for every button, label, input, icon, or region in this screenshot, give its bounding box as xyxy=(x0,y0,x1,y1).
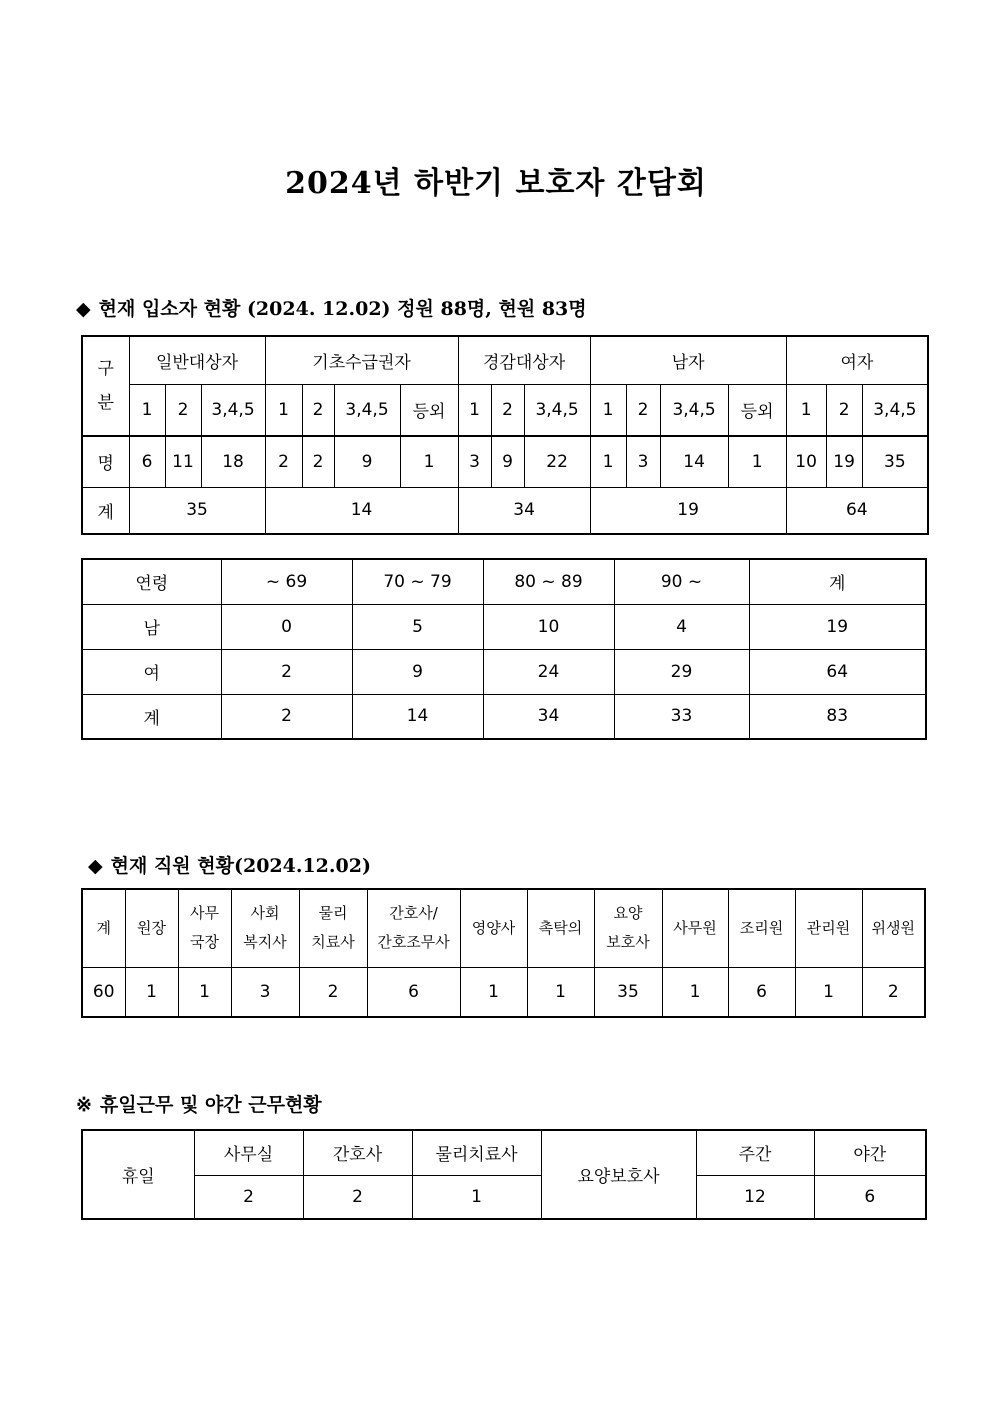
total-cell: 19 xyxy=(590,487,786,534)
total-cell: 35 xyxy=(129,487,265,534)
age-cell: 29 xyxy=(614,649,749,694)
age-header-cell: 계 xyxy=(749,559,926,604)
age-cell: 2 xyxy=(221,649,352,694)
count-cell: 9 xyxy=(491,436,524,487)
age-row-label: 계 xyxy=(82,694,221,739)
total-cell: 64 xyxy=(786,487,928,534)
caregiver-label: 요양보호사 xyxy=(541,1130,696,1219)
count-cell: 3 xyxy=(626,436,660,487)
count-cell: 10 xyxy=(786,436,826,487)
staff-header-cell: 촉탁의 xyxy=(527,889,594,967)
staff-value-cell: 1 xyxy=(178,967,231,1017)
group-header: 일반대상자 xyxy=(129,336,265,384)
age-cell: 0 xyxy=(221,604,352,649)
section-heading-staff xyxy=(88,851,371,878)
holiday-night-table xyxy=(81,1129,927,1220)
grade-cell: 3,4,5 xyxy=(201,384,265,436)
age-row-label: 남 xyxy=(82,604,221,649)
diamond-bullet-icon: ◆ xyxy=(88,855,103,877)
row-header-myeong: 명 xyxy=(82,436,129,487)
holiday-value-cell: 2 xyxy=(303,1175,412,1219)
grade-cell: 2 xyxy=(165,384,201,436)
staff-value-cell: 1 xyxy=(460,967,527,1017)
staff-value-cell: 2 xyxy=(862,967,925,1017)
age-cell: 64 xyxy=(749,649,926,694)
count-cell: 6 xyxy=(129,436,165,487)
staff-header-cell: 관리원 xyxy=(795,889,862,967)
count-cell: 1 xyxy=(400,436,458,487)
count-cell: 11 xyxy=(165,436,201,487)
grade-cell: 1 xyxy=(590,384,626,436)
age-header-cell: 70 ~ 79 xyxy=(352,559,483,604)
count-cell: 1 xyxy=(728,436,786,487)
shift-col-header: 야간 xyxy=(814,1130,926,1175)
age-cell: 4 xyxy=(614,604,749,649)
grade-cell: 3,4,5 xyxy=(862,384,928,436)
age-header-cell: 연령 xyxy=(82,559,221,604)
holiday-col-header: 간호사 xyxy=(303,1130,412,1175)
age-cell: 2 xyxy=(221,694,352,739)
grade-cell: 2 xyxy=(826,384,862,436)
age-header-cell: ~ 69 xyxy=(221,559,352,604)
grade-cell: 1 xyxy=(786,384,826,436)
holiday-value-cell: 2 xyxy=(194,1175,303,1219)
staff-header-cell: 사회 복지사 xyxy=(231,889,299,967)
group-header: 경감대상자 xyxy=(458,336,590,384)
shift-value-cell: 6 xyxy=(814,1175,926,1219)
resident-status-table xyxy=(81,335,929,535)
section-heading-text: 현재 직원 현황(2024.12.02) xyxy=(110,855,371,877)
staff-value-cell: 1 xyxy=(795,967,862,1017)
staff-header-cell: 요양 보호사 xyxy=(594,889,662,967)
staff-header-cell: 사무 국장 xyxy=(178,889,231,967)
total-cell: 14 xyxy=(265,487,458,534)
holiday-label: 휴일 xyxy=(82,1130,194,1219)
grade-cell: 3,4,5 xyxy=(524,384,590,436)
holiday-col-header: 사무실 xyxy=(194,1130,303,1175)
count-cell: 9 xyxy=(334,436,400,487)
age-cell: 14 xyxy=(352,694,483,739)
age-cell: 33 xyxy=(614,694,749,739)
grade-cell: 등외 xyxy=(728,384,786,436)
staff-table xyxy=(81,888,926,1018)
section-heading-residents xyxy=(76,294,587,321)
grade-cell: 3,4,5 xyxy=(334,384,400,436)
shift-col-header: 주간 xyxy=(696,1130,814,1175)
grade-cell: 등외 xyxy=(400,384,458,436)
row-header-gye: 계 xyxy=(82,487,129,534)
count-cell: 2 xyxy=(302,436,334,487)
age-cell: 34 xyxy=(483,694,614,739)
age-table xyxy=(81,558,927,740)
total-cell: 34 xyxy=(458,487,590,534)
staff-header-cell: 위생원 xyxy=(862,889,925,967)
grade-cell: 1 xyxy=(129,384,165,436)
grade-cell: 3,4,5 xyxy=(660,384,728,436)
group-header: 남자 xyxy=(590,336,786,384)
grade-cell: 2 xyxy=(491,384,524,436)
holiday-value-cell: 1 xyxy=(412,1175,541,1219)
staff-value-cell: 35 xyxy=(594,967,662,1017)
age-header-cell: 80 ~ 89 xyxy=(483,559,614,604)
page-title: 2024년 하반기 보호자 간담회 xyxy=(285,166,707,201)
staff-value-cell: 1 xyxy=(662,967,728,1017)
age-cell: 5 xyxy=(352,604,483,649)
age-cell: 19 xyxy=(749,604,926,649)
count-cell: 18 xyxy=(201,436,265,487)
shift-value-cell: 12 xyxy=(696,1175,814,1219)
staff-header-cell: 조리원 xyxy=(728,889,795,967)
diamond-bullet-icon: ◆ xyxy=(76,298,91,320)
count-cell: 22 xyxy=(524,436,590,487)
count-cell: 2 xyxy=(265,436,302,487)
staff-header-cell: 계 xyxy=(82,889,125,967)
age-cell: 10 xyxy=(483,604,614,649)
section-heading-holiday xyxy=(76,1090,322,1117)
staff-header-cell: 간호사/ 간호조무사 xyxy=(367,889,460,967)
count-cell: 35 xyxy=(862,436,928,487)
section-heading-text: 휴일근무 및 야간 근무현황 xyxy=(99,1094,322,1116)
staff-header-cell: 원장 xyxy=(125,889,178,967)
group-header: 기초수급권자 xyxy=(265,336,458,384)
staff-value-cell: 1 xyxy=(125,967,178,1017)
age-cell: 9 xyxy=(352,649,483,694)
staff-header-cell: 물리 치료사 xyxy=(299,889,367,967)
staff-value-cell: 6 xyxy=(728,967,795,1017)
age-header-cell: 90 ~ xyxy=(614,559,749,604)
grade-cell: 1 xyxy=(458,384,491,436)
grade-cell: 2 xyxy=(626,384,660,436)
staff-header-cell: 영양사 xyxy=(460,889,527,967)
count-cell: 14 xyxy=(660,436,728,487)
holiday-col-header: 물리치료사 xyxy=(412,1130,541,1175)
grade-cell: 1 xyxy=(265,384,302,436)
staff-value-cell: 6 xyxy=(367,967,460,1017)
count-cell: 3 xyxy=(458,436,491,487)
staff-value-cell: 1 xyxy=(527,967,594,1017)
group-header: 여자 xyxy=(786,336,928,384)
age-cell: 83 xyxy=(749,694,926,739)
row-header-gubun: 구 분 xyxy=(82,336,129,436)
section-heading-text: 현재 입소자 현황 (2024. 12.02) 정원 88명, 현원 83명 xyxy=(98,298,587,320)
age-cell: 24 xyxy=(483,649,614,694)
staff-value-cell: 2 xyxy=(299,967,367,1017)
reference-mark-icon: ※ xyxy=(76,1094,92,1116)
staff-header-cell: 사무원 xyxy=(662,889,728,967)
count-cell: 1 xyxy=(590,436,626,487)
count-cell: 19 xyxy=(826,436,862,487)
grade-cell: 2 xyxy=(302,384,334,436)
staff-value-cell: 60 xyxy=(82,967,125,1017)
staff-value-cell: 3 xyxy=(231,967,299,1017)
age-row-label: 여 xyxy=(82,649,221,694)
